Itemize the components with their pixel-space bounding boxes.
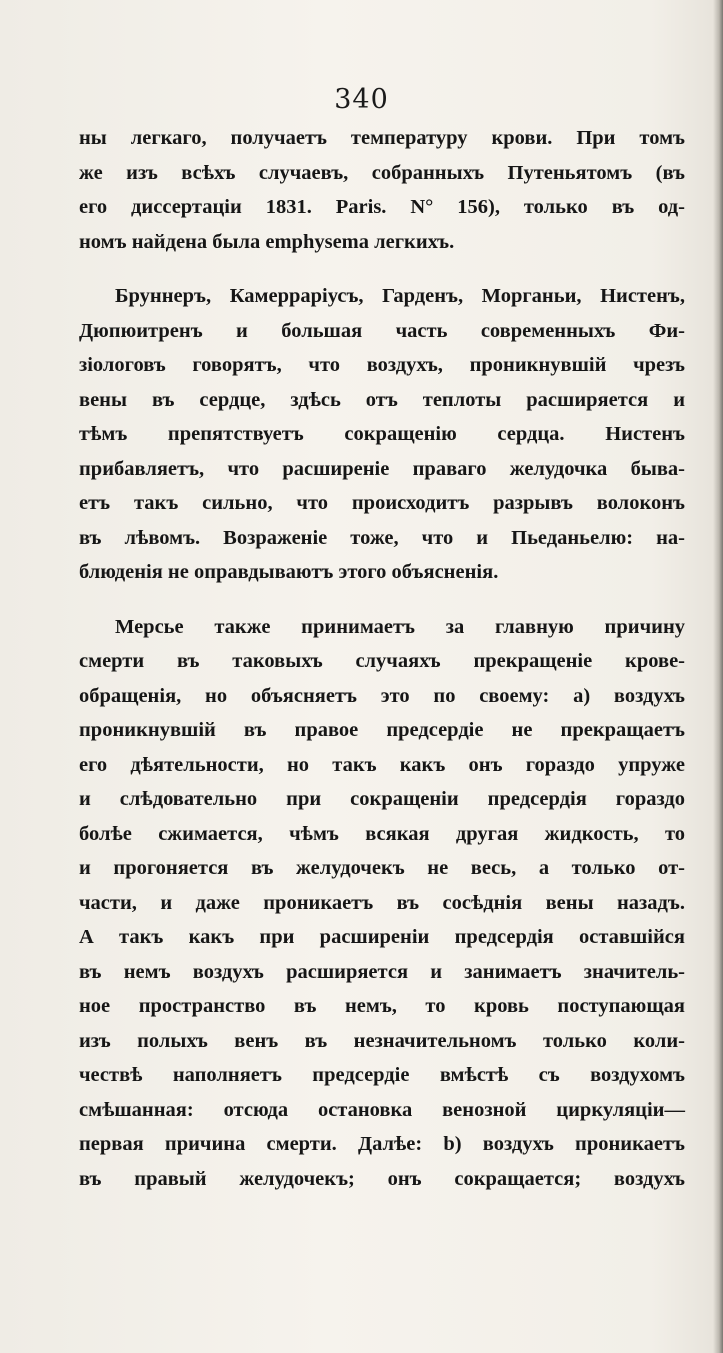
text-line: прибавляетъ, что расширеніе праваго желудочка быва- — [79, 457, 685, 480]
page-number: 340 — [334, 84, 389, 115]
text-line: же изъ всѣхъ случаевъ, собранныхъ Путеньятомъ (въ — [79, 161, 685, 184]
paragraph-gap — [79, 590, 685, 610]
text-line: ное пространство въ немъ, то кровь поступающая — [79, 995, 685, 1017]
text-line: вены въ сердце, здѣсь отъ теплоты расширяется и — [79, 388, 685, 411]
text-line: первая причина смерти. Далѣе: b) воздухъ проникаетъ — [79, 1133, 685, 1155]
text-line: етъ такъ сильно, что происходитъ разрывъ волоконъ — [79, 492, 685, 514]
text-line: чествѣ наполняетъ предсердіе вмѣстѣ съ воздухомъ — [79, 1064, 685, 1086]
text-line: Дюпюитренъ и большая часть современныхъ Фи- — [79, 319, 685, 342]
text-line: блюденія не оправдываютъ этого объясненія. — [79, 561, 499, 583]
page-edge-shadow — [713, 0, 723, 1353]
text-line: въ лѣвомъ. Возраженіе тоже, что и Пьеданьелю: на- — [79, 526, 685, 549]
text-line: его дѣятельности, но такъ какъ онъ гораздо упруже — [79, 753, 685, 776]
text-line: смѣшанная: отсюда остановка венозной циркуляціи— — [79, 1098, 685, 1121]
text-line: въ правый желудочекъ; онъ сокращается; воздухъ — [79, 1167, 685, 1190]
text-line: обращенія, но объясняетъ это по своему: а) воздухъ — [79, 684, 685, 707]
text-line: тѣмъ препятствуетъ сокращенію сердца. Нистенъ — [79, 423, 685, 445]
page-body — [79, 121, 685, 1196]
text-line: Мерсье также принимаетъ за главную причину — [115, 615, 685, 638]
text-line: А такъ какъ при расширеніи предсердія оставшійся — [79, 926, 685, 948]
text-line: смерти въ таковыхъ случаяхъ прекращеніе крове- — [79, 650, 685, 672]
text-line: и прогоняется въ желудочекъ не весь, а только от- — [79, 857, 685, 879]
text-line: Бруннеръ, Камерраріусъ, Гарденъ, Морганьи, Нистенъ, — [115, 285, 685, 307]
text-line: части, и даже проникаетъ въ сосѣднія вены назадъ. — [79, 891, 685, 914]
text-line: изъ полыхъ венъ въ незначительномъ только коли- — [79, 1029, 685, 1052]
text-line: въ немъ воздухъ расширяется и занимаетъ значитель- — [79, 960, 685, 983]
text-line: номъ найдена была emphysema легкихъ. — [79, 230, 455, 253]
text-line: и слѣдовательно при сокращеніи предсердія гораздо — [79, 788, 685, 810]
text-line: зіологовъ говорятъ, что воздухъ, проникнувшій чрезъ — [79, 354, 685, 376]
paragraph-gap — [79, 259, 685, 279]
text-line: болѣе сжимается, чѣмъ всякая другая жидкость, то — [79, 822, 685, 845]
text-line: его диссертаціи 1831. Paris. N° 156), только въ од- — [79, 196, 685, 218]
text-line: проникнувшій въ правое предсердіе не прекращаетъ — [79, 719, 685, 741]
text-line: ны легкаго, получаетъ температуру крови. При томъ — [79, 127, 685, 149]
